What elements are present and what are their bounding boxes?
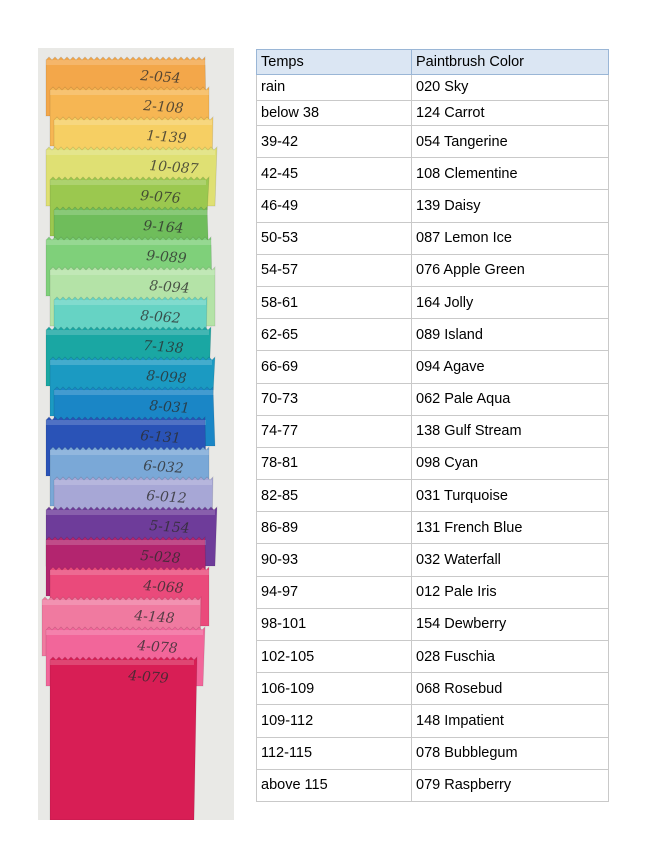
temps-cell: rain <box>257 75 412 101</box>
swatch-highlight <box>50 450 209 455</box>
paintbrush-color-cell: 108 Clementine <box>412 158 609 190</box>
fabric-swatch <box>50 657 197 820</box>
paintbrush-color-cell: 031 Turquoise <box>412 480 609 512</box>
swatch-label: 6-131 <box>139 428 182 447</box>
paintbrush-color-cell: 164 Jolly <box>412 286 609 318</box>
temps-cell: 82-85 <box>257 480 412 512</box>
table-row <box>257 383 609 415</box>
fabric-swatches-photo <box>38 48 234 820</box>
table-row <box>257 286 609 318</box>
paintbrush-color-cell: 087 Lemon Ice <box>412 222 609 254</box>
paintbrush-color-cell: 089 Island <box>412 319 609 351</box>
swatch-highlight <box>46 60 206 65</box>
table-row <box>257 190 609 222</box>
swatch-highlight <box>46 630 203 635</box>
table-header-row <box>257 50 609 75</box>
paintbrush-color-cell: 139 Daisy <box>412 190 609 222</box>
table-row <box>257 576 609 608</box>
swatch-label: 4-079 <box>127 668 170 687</box>
swatch-highlight <box>46 540 206 545</box>
swatch-label: 4-068 <box>142 578 185 597</box>
swatch-highlight <box>54 300 206 305</box>
table-row <box>257 737 609 769</box>
temps-cell: 58-61 <box>257 286 412 318</box>
swatch-label: 2-054 <box>139 68 182 87</box>
swatch-highlight <box>46 330 209 335</box>
paintbrush-color-cell: 078 Bubblegum <box>412 737 609 769</box>
paintbrush-color-cell: 079 Raspberry <box>412 769 609 801</box>
paintbrush-color-cell: 020 Sky <box>412 75 609 101</box>
paintbrush-color-cell: 076 Apple Green <box>412 254 609 286</box>
swatch-highlight <box>42 600 200 605</box>
temps-cell: above 115 <box>257 769 412 801</box>
swatch-label: 10-087 <box>148 158 199 178</box>
swatch-fabric <box>50 657 197 820</box>
temps-cell: 70-73 <box>257 383 412 415</box>
temps-cell: 42-45 <box>257 158 412 190</box>
swatch-highlight <box>54 390 215 395</box>
table-row <box>257 673 609 705</box>
swatch-highlight <box>46 420 206 425</box>
table-row <box>257 641 609 673</box>
paintbrush-color-cell: 154 Dewberry <box>412 608 609 640</box>
swatch-highlight <box>54 210 209 215</box>
swatch-highlight <box>50 270 215 275</box>
swatch-highlight <box>54 120 212 125</box>
swatch-highlight <box>54 480 212 485</box>
paintbrush-color-cell: 148 Impatient <box>412 705 609 737</box>
temps-cell: 102-105 <box>257 641 412 673</box>
table-row <box>257 222 609 254</box>
swatch-label: 5-154 <box>148 518 191 537</box>
temps-cell: 46-49 <box>257 190 412 222</box>
temps-cell: 106-109 <box>257 673 412 705</box>
table-row <box>257 100 609 126</box>
header-paintbrush-color: Paintbrush Color <box>412 50 609 75</box>
swatch-highlight <box>50 660 194 665</box>
paintbrush-color-cell: 012 Pale Iris <box>412 576 609 608</box>
paintbrush-color-cell: 138 Gulf Stream <box>412 415 609 447</box>
temps-cell: below 38 <box>257 100 412 126</box>
swatch-label: 4-148 <box>133 608 176 627</box>
temps-cell: 112-115 <box>257 737 412 769</box>
temperature-color-table <box>256 49 609 802</box>
paintbrush-color-cell: 068 Rosebud <box>412 673 609 705</box>
temps-cell: 39-42 <box>257 126 412 158</box>
temps-cell: 50-53 <box>257 222 412 254</box>
temps-cell: 78-81 <box>257 447 412 479</box>
paintbrush-color-cell: 131 French Blue <box>412 512 609 544</box>
paintbrush-color-cell: 098 Cyan <box>412 447 609 479</box>
swatch-highlight <box>50 360 212 365</box>
table-row <box>257 480 609 512</box>
temps-cell: 98-101 <box>257 608 412 640</box>
swatch-highlight <box>50 180 206 185</box>
swatch-stack <box>38 48 234 820</box>
table-row <box>257 158 609 190</box>
temps-cell: 62-65 <box>257 319 412 351</box>
swatch-label: 6-032 <box>142 458 185 477</box>
swatch-label: 8-098 <box>145 368 188 387</box>
table-row <box>257 608 609 640</box>
table-row <box>257 75 609 101</box>
table-row <box>257 705 609 737</box>
swatch-label: 9-076 <box>139 188 182 207</box>
swatch-highlight <box>46 240 212 245</box>
swatch-label: 9-164 <box>142 218 185 237</box>
paintbrush-color-cell: 032 Waterfall <box>412 544 609 576</box>
table-row <box>257 447 609 479</box>
swatch-label: 9-089 <box>145 248 188 267</box>
paintbrush-color-cell: 054 Tangerine <box>412 126 609 158</box>
temps-cell: 90-93 <box>257 544 412 576</box>
paintbrush-color-cell: 094 Agave <box>412 351 609 383</box>
temps-cell: 74-77 <box>257 415 412 447</box>
table-row <box>257 769 609 801</box>
swatch-highlight <box>46 150 215 155</box>
table-row <box>257 512 609 544</box>
swatch-highlight <box>46 510 215 515</box>
swatch-highlight <box>50 570 209 575</box>
swatch-label: 4-078 <box>136 638 179 657</box>
swatch-label: 1-139 <box>145 128 188 147</box>
table-row <box>257 544 609 576</box>
temps-cell: 54-57 <box>257 254 412 286</box>
swatch-label: 8-031 <box>148 398 191 417</box>
table-row <box>257 351 609 383</box>
swatch-label: 8-094 <box>148 278 191 297</box>
temps-cell: 94-97 <box>257 576 412 608</box>
paintbrush-color-cell: 062 Pale Aqua <box>412 383 609 415</box>
swatch-label: 5-028 <box>139 548 182 567</box>
swatch-label: 2-108 <box>142 98 185 117</box>
paintbrush-color-cell: 124 Carrot <box>412 100 609 126</box>
paintbrush-color-cell: 028 Fuschia <box>412 641 609 673</box>
table-row <box>257 319 609 351</box>
swatch-label: 6-012 <box>145 488 188 507</box>
swatch-label: 7-138 <box>142 338 185 357</box>
temps-cell: 86-89 <box>257 512 412 544</box>
swatch-highlight <box>50 90 209 95</box>
table-row <box>257 126 609 158</box>
swatch-label: 8-062 <box>139 308 182 327</box>
temps-cell: 109-112 <box>257 705 412 737</box>
temps-cell: 66-69 <box>257 351 412 383</box>
header-temps: Temps <box>257 50 412 75</box>
table-row <box>257 254 609 286</box>
table-row <box>257 415 609 447</box>
